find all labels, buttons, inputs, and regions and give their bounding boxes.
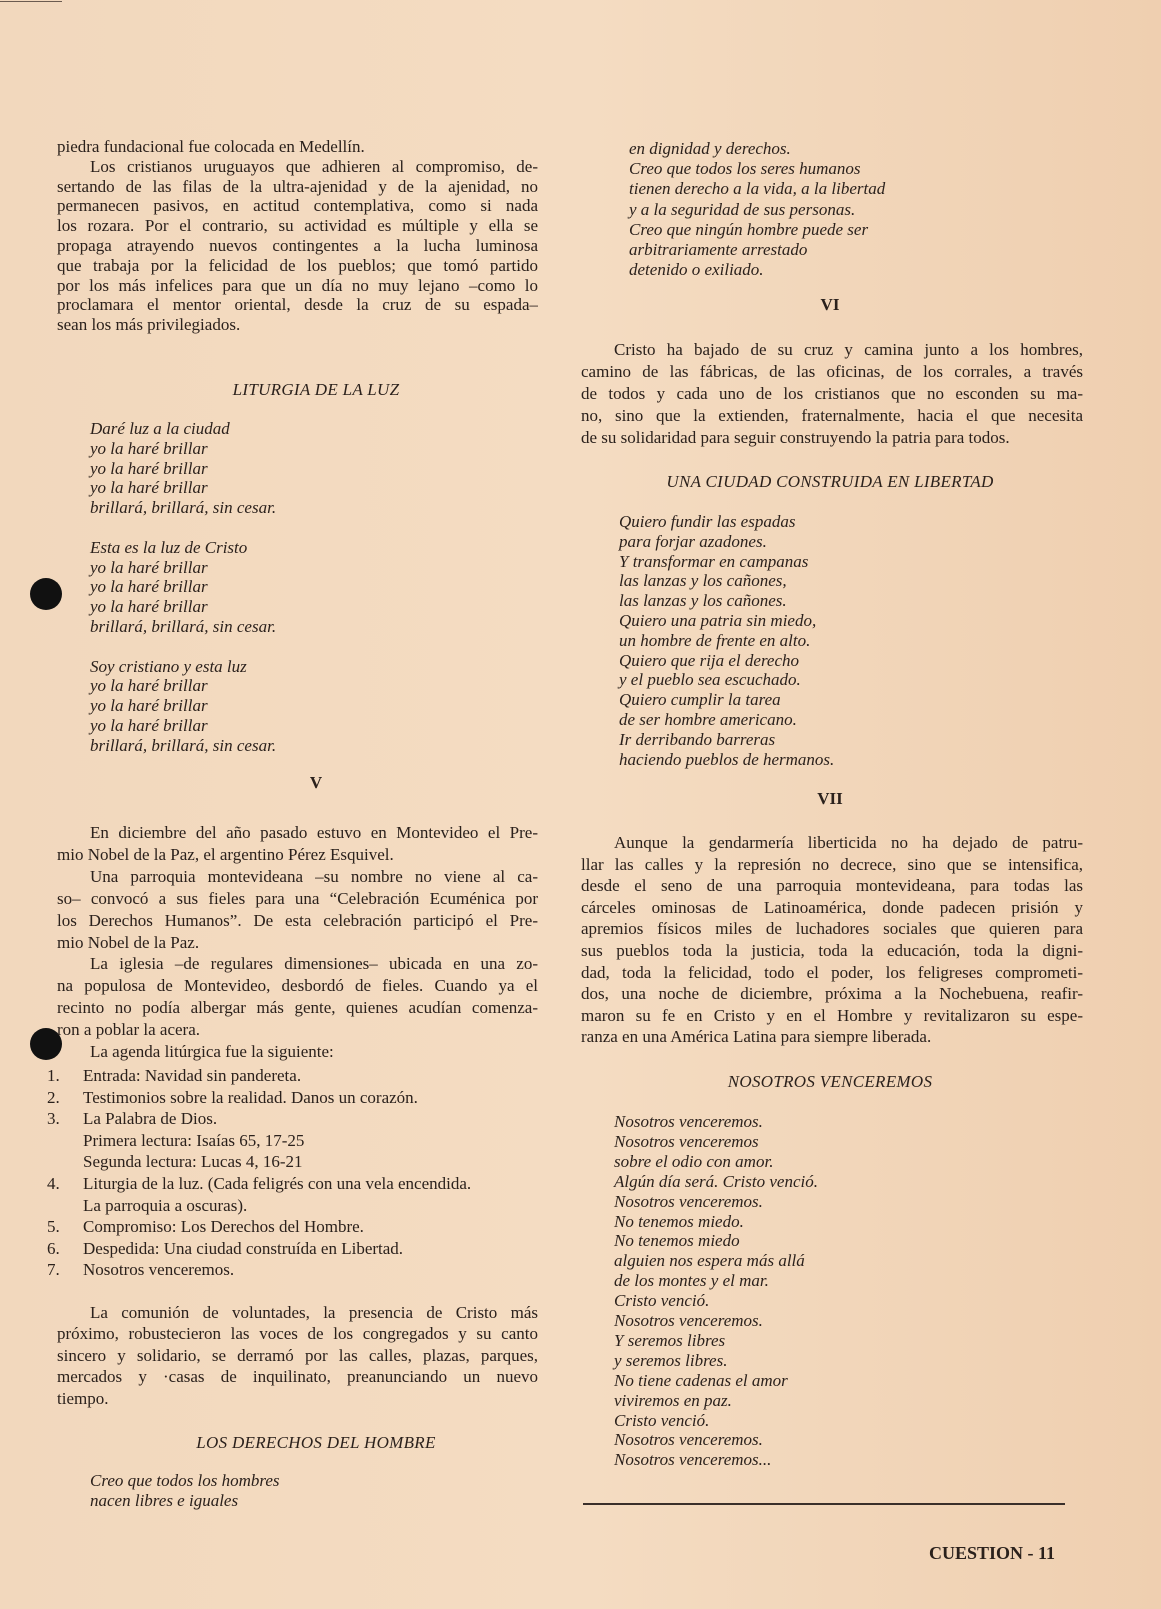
- verse-line: en dignidad y derechos.: [629, 139, 791, 158]
- verse-line: Quiero fundir las espadas: [619, 512, 796, 531]
- agenda-item: La parroquia a oscuras).: [83, 1195, 248, 1215]
- list-number: 5.: [47, 1217, 60, 1237]
- paragraph-line: proclamara el mentor oriental, desde la cruz de su espada–: [57, 295, 538, 315]
- paragraph-line: mio Nobel de la Paz.: [57, 932, 200, 952]
- verse-line: sobre el odio con amor.: [614, 1151, 774, 1171]
- verse-line: Soy cristiano y esta luz: [90, 656, 247, 676]
- agenda-item: Liturgia de la luz. (Cada feligrés con una vela encendida.: [83, 1174, 472, 1193]
- paragraph-line: En diciembre del año pasado estuvo en Montevideo el Pre-: [90, 823, 538, 842]
- list-number: 4.: [47, 1174, 60, 1193]
- paragraph-line: Una parroquia montevideana –su nombre no viene al ca-: [90, 866, 538, 886]
- list-number: 2.: [47, 1087, 60, 1107]
- verse-line: brillará, brillará, sin cesar.: [90, 617, 277, 636]
- verse-line: Nosotros venceremos: [614, 1131, 759, 1151]
- verse-line: Nosotros venceremos.: [614, 1430, 763, 1450]
- paragraph-line: maron su fe en Cristo y en el Hombre y revitalizaron su espe-: [581, 1005, 1083, 1025]
- verse-line: Ir derribando barreras: [619, 729, 776, 749]
- paragraph-line: que trabaja por la felicidad de los pueblos; que tomó partido: [57, 255, 538, 275]
- agenda-item: Primera lectura: Isaías 65, 17-25: [83, 1130, 305, 1150]
- paragraph-line: cárceles ominosas de Latinoamérica, donde padecen prisión y: [581, 897, 1083, 917]
- verse-line: Quiero una patria sin miedo,: [619, 611, 817, 630]
- verse-line: arbitrariamente arrestado: [629, 240, 808, 259]
- verse-line: Algún día será. Cristo venció.: [614, 1171, 818, 1191]
- verse-line: viviremos en paz.: [614, 1390, 732, 1410]
- verse-line: Daré luz a la ciudad: [90, 419, 230, 438]
- verse-line: y seremos libres.: [614, 1350, 728, 1370]
- verse-line: yo la haré brillar: [90, 597, 208, 617]
- verse-line: las lanzas y los cañones,: [619, 571, 787, 591]
- verse-line: brillará, brillará, sin cesar.: [90, 498, 277, 518]
- verse-line: tienen derecho a la vida, a la libertad: [629, 179, 886, 199]
- paragraph-line: propaga atrayendo nuevos contingentes a la lucha luminosa: [57, 236, 538, 255]
- verse-line: detenido o exiliado.: [629, 260, 764, 280]
- verse-line: Nosotros venceremos.: [614, 1311, 763, 1330]
- list-number: 7.: [47, 1260, 60, 1280]
- paragraph-line: tiempo.: [57, 1388, 109, 1408]
- paragraph-line: no, sino que la extienden, fraternalmente, hacia el que necesita: [581, 406, 1083, 425]
- paragraph-line: los rozara. Por el contrario, su actividad es múltiple y ella se: [57, 216, 538, 236]
- verse-line: yo la haré brillar: [90, 458, 208, 478]
- agenda-item: Testimonios sobre la realidad. Danos un corazón.: [83, 1087, 418, 1107]
- section-number: VII: [817, 789, 843, 808]
- list-number: 6.: [47, 1238, 60, 1258]
- verse-line: Nosotros venceremos.: [614, 1112, 763, 1131]
- verse-line: No tenemos miedo: [614, 1231, 740, 1251]
- page-footer: CUESTION - 11: [928, 1543, 1055, 1563]
- paragraph-line: llar las calles y la represión no decrece, sino que se intensifica,: [581, 854, 1083, 874]
- paragraph-line: de su solidaridad para seguir construyendo la patria para todos.: [581, 428, 1010, 447]
- paragraph-line: so– convocó a sus fieles para una “Celebración Ecuménica por: [57, 888, 538, 908]
- verse-line: Cristo venció.: [614, 1291, 710, 1311]
- verse-line: de ser hombre americano.: [619, 710, 797, 729]
- paragraph-line: sincero y solidario, se derramó por las calles, plazas, parques,: [57, 1345, 538, 1365]
- verse-line: nacen libres e iguales: [90, 1491, 239, 1510]
- section-number: VI: [820, 295, 840, 314]
- paragraph-line: sean los más privilegiados.: [57, 315, 241, 335]
- agenda-item: Segunda lectura: Lucas 4, 16-21: [83, 1152, 303, 1172]
- verse-line: de los montes y el mar.: [614, 1271, 769, 1291]
- verse-line: yo la haré brillar: [90, 696, 208, 716]
- verse-line: Cristo venció.: [614, 1410, 710, 1430]
- paragraph-line: La agenda litúrgica fue la siguiente:: [90, 1042, 334, 1061]
- paragraph-line: desde el seno de una parroquia montevideana, para todas las: [581, 876, 1083, 896]
- paragraph-line: piedra fundacional fue colocada en Medellín.: [57, 137, 365, 156]
- section-number: V: [309, 773, 323, 792]
- paragraph-line: de todos y cada uno de los cristianos que no esconden su ma-: [581, 384, 1083, 403]
- verse-line: Quiero cumplir la tarea: [619, 690, 781, 710]
- verse-line: yo la haré brillar: [90, 557, 208, 577]
- paragraph-line: na populosa de Montevideo, desbordó de fieles. Cuando ya el: [57, 976, 538, 996]
- agenda-item: Despedida: Una ciudad construída en Libertad.: [83, 1238, 404, 1258]
- verse-line: Creo que ningún hombre puede ser: [629, 219, 869, 239]
- paragraph-line: ron a poblar la acera.: [57, 1020, 200, 1040]
- paragraph-line: dad, toda la felicidad, todo el poder, los feligreses comprometi-: [581, 962, 1083, 982]
- list-number: 1.: [47, 1066, 60, 1085]
- verse-line: para forjar azadones.: [619, 531, 767, 551]
- paragraph-line: apremios físicos miles de luchadores sociales que quieren para: [581, 919, 1083, 939]
- section-heading: LITURGIA DE LA LUZ: [232, 380, 400, 399]
- verse-line: yo la haré brillar: [90, 716, 208, 735]
- verse-line: Nosotros venceremos...: [614, 1450, 772, 1470]
- verse-line: Y seremos libres: [614, 1330, 726, 1350]
- paragraph-line: sertando de las filas de la ultra-ajenidad y de la ajenidad, no: [57, 176, 538, 196]
- agenda-item: Entrada: Navidad sin pandereta.: [83, 1066, 302, 1085]
- verse-line: haciendo pueblos de hermanos.: [619, 749, 835, 769]
- paragraph-line: por los más infelices para que un día no muy lejano –como lo: [57, 275, 538, 295]
- verse-line: brillará, brillará, sin cesar.: [90, 735, 277, 755]
- verse-line: Y transformar en campanas: [619, 551, 809, 571]
- section-heading: NOSOTROS VENCEREMOS: [727, 1072, 933, 1091]
- paragraph-line: camino de las fábricas, de las oficinas, de los corrales, a través: [581, 362, 1083, 381]
- paragraph-line: mercados y ·casas de inquilinato, preanunciando un nuevo: [57, 1367, 538, 1387]
- paragraph-line: sus pueblos toda la justicia, toda la educación, toda la digni-: [581, 941, 1083, 960]
- paragraph-line: Aunque la gendarmería liberticida no ha dejado de patru-: [614, 833, 1083, 852]
- verse-line: Creo que todos los seres humanos: [629, 159, 861, 179]
- paragraph-line: ranza en una América Latina para siempre liberada.: [581, 1027, 932, 1047]
- paragraph-line: Los cristianos uruguayos que adhieren al compromiso, de-: [90, 156, 538, 176]
- agenda-item: Nosotros venceremos.: [83, 1260, 235, 1280]
- section-heading: LOS DERECHOS DEL HOMBRE: [196, 1433, 436, 1452]
- section-divider: [583, 1503, 1065, 1505]
- verse-line: Quiero que rija el derecho: [619, 650, 800, 670]
- paragraph-line: recinto no podía albergar más gente, quienes acudían comenza-: [57, 998, 538, 1018]
- verse-line: Nosotros venceremos.: [614, 1191, 763, 1211]
- paragraph-line: los Derechos Humanos”. De esta celebración participó el Pre-: [57, 910, 538, 930]
- verse-line: No tenemos miedo.: [614, 1211, 744, 1231]
- punch-hole: [30, 578, 62, 610]
- paragraph-line: próximo, robustecieron las voces de los congregados y su canto: [57, 1324, 538, 1344]
- agenda-item: Compromiso: Los Derechos del Hombre.: [83, 1217, 364, 1237]
- verse-line: yo la haré brillar: [90, 676, 208, 696]
- scan-edge-line: [0, 1, 62, 2]
- verse-line: yo la haré brillar: [90, 577, 208, 597]
- verse-line: Creo que todos los hombres: [90, 1471, 280, 1490]
- paragraph-line: Cristo ha bajado de su cruz y camina junto a los hombres,: [614, 340, 1083, 359]
- verse-line: alguien nos espera más allá: [614, 1251, 805, 1271]
- verse-line: las lanzas y los cañones.: [619, 591, 787, 611]
- paragraph-line: dos, una noche de diciembre, próxima a la Nochebuena, reafir-: [581, 984, 1083, 1004]
- section-heading: UNA CIUDAD CONSTRUIDA EN LIBERTAD: [666, 472, 994, 491]
- list-number: 3.: [47, 1109, 60, 1129]
- verse-line: y el pueblo sea escuchado.: [619, 670, 801, 690]
- verse-line: yo la haré brillar: [90, 438, 208, 458]
- paragraph-line: La comunión de voluntades, la presencia de Cristo más: [90, 1303, 538, 1322]
- paragraph-line: permanecen pasivos, en actitud contemplativa, como si nada: [57, 196, 538, 216]
- verse-line: No tiene cadenas el amor: [614, 1370, 788, 1390]
- paragraph-line: La iglesia –de regulares dimensiones– ubicada en una zo-: [90, 954, 538, 974]
- agenda-item: La Palabra de Dios.: [83, 1109, 218, 1129]
- paragraph-line: mio Nobel de la Paz, el argentino Pérez Esquivel.: [57, 844, 394, 864]
- verse-line: Esta es la luz de Cristo: [90, 537, 248, 557]
- verse-line: un hombre de frente en alto.: [619, 630, 811, 650]
- verse-line: y a la seguridad de sus personas.: [629, 199, 856, 219]
- verse-line: yo la haré brillar: [90, 478, 208, 498]
